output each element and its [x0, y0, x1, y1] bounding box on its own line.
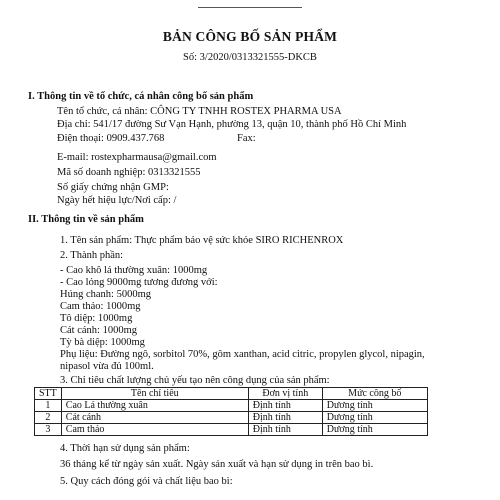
- table-cell: Dương tính: [322, 424, 427, 436]
- ingredient-line: Tô diệp: 1000mg: [60, 313, 133, 324]
- product-name: 1. Tên sản phẩm: Thực phẩm bảo vệ sức khỏe SIRO RICHENROX: [60, 235, 344, 246]
- quality-criteria-table: [34, 387, 428, 436]
- document-title: BẢN CÔNG BỐ SẢN PHẨM: [162, 29, 338, 44]
- section2-heading: II. Thông tin về sản phẩm: [28, 214, 144, 225]
- org-address: Địa chỉ: 541/17 đường Sư Vạn Hạnh, phường 13, quận 10, thành phố Hồ Chí Minh: [57, 119, 407, 130]
- table-header-cell: Tên chỉ tiêu: [61, 388, 248, 400]
- org-phone: Điện thoại: 0909.437.768: [57, 133, 165, 144]
- table-cell: 1: [35, 400, 62, 412]
- table-cell: Định tính: [248, 412, 322, 424]
- table-cell: Dương tính: [322, 412, 427, 424]
- ingredient-line: - Cao khô lá thường xuân: 1000mg: [60, 265, 208, 276]
- org-email: E-mail: rostexpharmausa@gmail.com: [57, 152, 217, 163]
- excipients-line: nipasol vừa đủ 100ml.: [60, 361, 154, 372]
- criteria-heading: 3. Chỉ tiêu chất lượng chủ yếu tạo nên công dụng của sản phẩm:: [60, 375, 330, 386]
- table-row: [35, 424, 428, 436]
- org-validity: Ngày hết hiệu lực/Nơi cấp: /: [57, 195, 177, 206]
- shelf-life-heading: 4. Thời hạn sử dụng sản phẩm:: [60, 443, 190, 454]
- header-rule: [198, 7, 302, 8]
- ingredient-line: Húng chanh: 5000mg: [60, 289, 151, 300]
- table-cell: Cao Lá thường xuân: [61, 400, 248, 412]
- table-header-cell: STT: [35, 388, 62, 400]
- excipients-line: Phụ liệu: Đường ngô, sorbitol 70%, gôm xanthan, acid citric, propylen glycol, nipagin,: [60, 349, 425, 360]
- table-cell: Định tính: [248, 400, 322, 412]
- table-cell: 3: [35, 424, 62, 436]
- table-cell: 2: [35, 412, 62, 424]
- org-gmp: Số giấy chứng nhận GMP:: [57, 182, 169, 193]
- ingredient-line: Tỳ bà diệp: 1000mg: [60, 337, 145, 348]
- document-number: Số: 3/2020/0313321555-DKCB: [183, 52, 317, 63]
- packaging-heading: 5. Quy cách đóng gói và chất liệu bao bì:: [60, 476, 233, 487]
- section1-heading: I. Thông tin về tổ chức, cá nhân công bố sản phẩm: [28, 91, 254, 102]
- table-header-cell: Mức công bố: [322, 388, 427, 400]
- table-header-cell: Đơn vị tính: [248, 388, 322, 400]
- org-tax-code: Mã số doanh nghiệp: 0313321555: [57, 167, 201, 178]
- table-cell: Cát cánh: [61, 412, 248, 424]
- ingredient-line: - Cao lỏng 9000mg tương đương với:: [60, 277, 218, 288]
- org-name: Tên tổ chức, cá nhân: CÔNG TY TNHH ROSTEX PHARMA USA: [57, 106, 342, 117]
- ingredient-line: Cát cánh: 1000mg: [60, 325, 137, 336]
- ingredient-line: Cam thảo: 1000mg: [60, 301, 141, 312]
- table-cell: Cam thảo: [61, 424, 248, 436]
- table-row: [35, 412, 428, 424]
- table-cell: Định tính: [248, 424, 322, 436]
- org-fax: Fax:: [237, 133, 256, 144]
- table-cell: Dương tính: [322, 400, 427, 412]
- ingredients-heading: 2. Thành phần:: [60, 250, 124, 261]
- table-header-row: [35, 388, 428, 400]
- shelf-life-text: 36 tháng kể từ ngày sản xuất. Ngày sản xuất và hạn sử dụng in trên bao bì.: [60, 459, 374, 470]
- table-row: [35, 400, 428, 412]
